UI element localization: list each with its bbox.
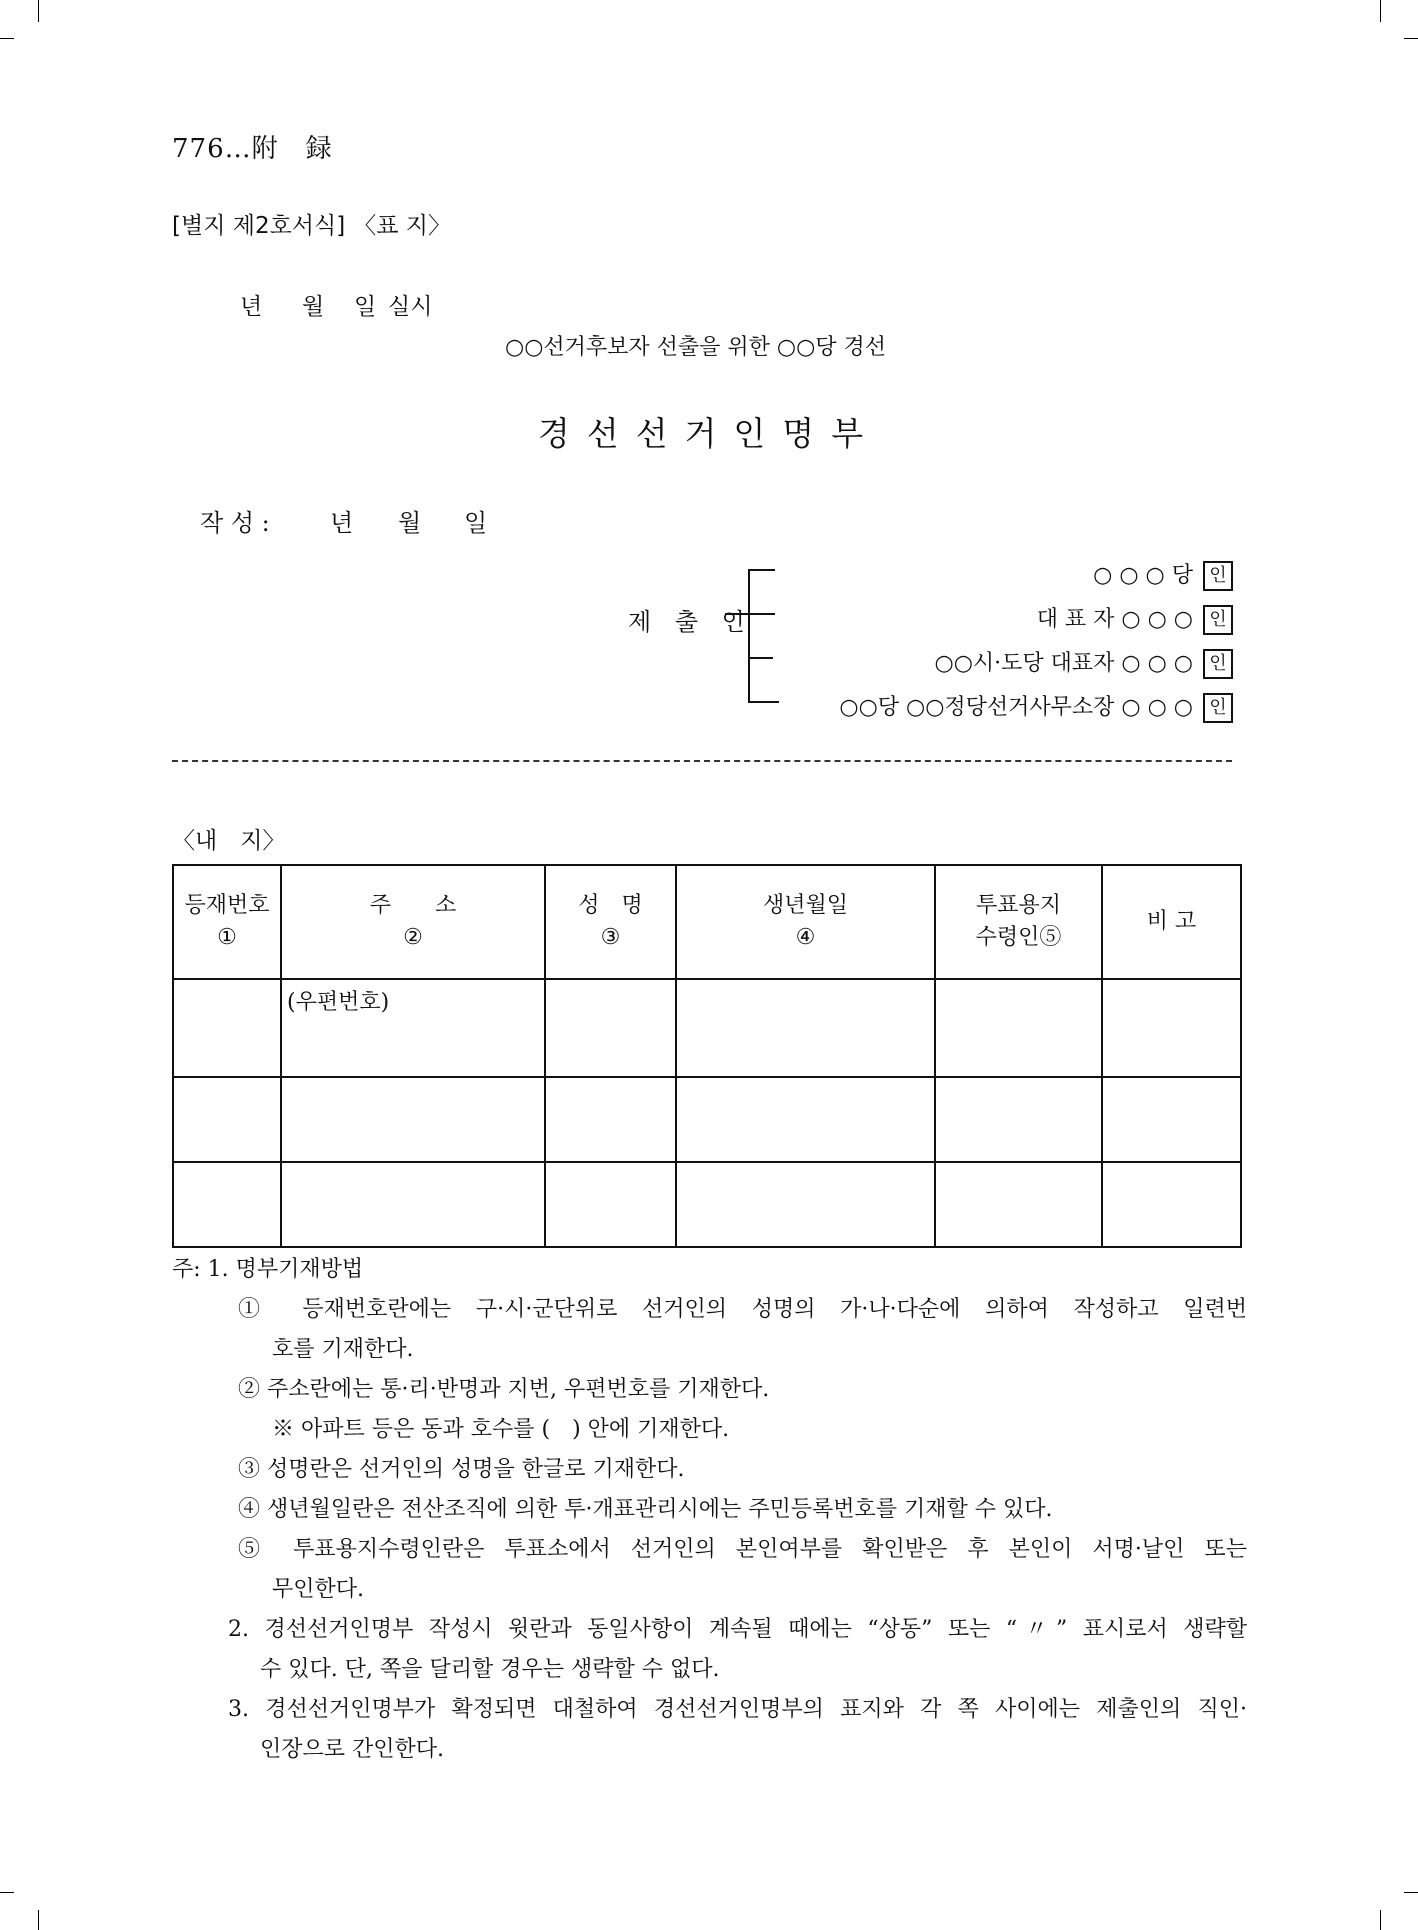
crop-mark bbox=[1404, 1892, 1418, 1893]
table-cell[interactable] bbox=[676, 1162, 935, 1247]
note-item: 2. 경선선거인명부 작성시 윗란과 동일사항이 계속될 때에는 “상동” 또는 “〃” 표시로서 생략할 bbox=[228, 1617, 1247, 1642]
submitter-row bbox=[935, 646, 1233, 679]
cut-line bbox=[172, 760, 1232, 762]
note-item: ※ 아파트 등은 동과 호수를 ( ) 안에 기재한다. bbox=[272, 1417, 730, 1442]
date-line bbox=[240, 288, 432, 321]
column-header-address: 주 소 ② bbox=[281, 865, 545, 979]
note-item: 무인한다. bbox=[272, 1577, 365, 1602]
crop-mark bbox=[38, 1910, 39, 1930]
table-cell[interactable] bbox=[545, 1077, 676, 1162]
submitter-name: 대 표 자 ○ ○ ○ bbox=[1036, 607, 1193, 632]
note-item: ⑤ 투표용지수령인란은 투표소에서 선거인의 본인여부를 확인받은 후 본인이 서명·날인 또는 bbox=[238, 1537, 1247, 1562]
table-row bbox=[173, 1162, 1241, 1247]
table-cell[interactable] bbox=[935, 1162, 1102, 1247]
register-table bbox=[172, 864, 1242, 1248]
crop-mark bbox=[38, 0, 39, 22]
table-cell[interactable] bbox=[173, 1162, 281, 1247]
table-cell[interactable] bbox=[1102, 1162, 1241, 1247]
subtitle: ○○선거후보자 선출을 위한 ○○당 경선 bbox=[505, 335, 887, 360]
table-cell[interactable] bbox=[281, 979, 545, 1077]
form-label bbox=[172, 207, 451, 240]
submitter-name: ○ ○ ○ 당 bbox=[1093, 563, 1193, 588]
date-year: 년 bbox=[240, 294, 263, 320]
table-cell[interactable] bbox=[935, 1077, 1102, 1162]
table-cell[interactable] bbox=[935, 979, 1102, 1077]
submitter-bracket bbox=[725, 566, 785, 716]
written-date bbox=[200, 503, 487, 538]
submitter-row bbox=[1093, 558, 1233, 591]
submitter-name: ○○시·도당 대표자 ○ ○ ○ bbox=[934, 651, 1193, 676]
crop-mark bbox=[0, 38, 14, 39]
table-header-row bbox=[173, 865, 1241, 979]
table-row bbox=[173, 1077, 1241, 1162]
notes bbox=[172, 1250, 1247, 1770]
page-title: 경선선거인명부 bbox=[537, 414, 881, 453]
table-cell[interactable] bbox=[676, 979, 935, 1077]
submitter-row bbox=[1037, 602, 1233, 635]
table-cell[interactable] bbox=[545, 979, 676, 1077]
table-cell[interactable] bbox=[1102, 979, 1241, 1077]
table-cell[interactable] bbox=[173, 979, 281, 1077]
crop-mark bbox=[1404, 38, 1418, 39]
date-month: 월 bbox=[302, 294, 325, 320]
table-row bbox=[173, 979, 1241, 1077]
note-item: ④ 생년월일란은 전산조직에 의한 투·개표관리시에는 주민등록번호를 기재할 수 있다. bbox=[238, 1497, 1053, 1522]
note-item: 3. 경선선거인명부가 확정되면 대철하여 경선선거인명부의 표지와 각 쪽 사이에는 제출인의 직인· bbox=[228, 1697, 1247, 1722]
note-item: ② 주소란에는 통·리·반명과 지번, 우편번호를 기재한다. bbox=[238, 1377, 770, 1402]
table-cell[interactable] bbox=[545, 1162, 676, 1247]
form-sublabel: 〈표 지〉 bbox=[353, 213, 451, 239]
seal-stamp: 인 bbox=[1203, 605, 1233, 635]
written-day: 일 bbox=[464, 509, 488, 537]
crop-mark bbox=[1380, 0, 1381, 22]
table-cell[interactable] bbox=[281, 1162, 545, 1247]
date-suffix: 실시 bbox=[388, 294, 433, 320]
crop-mark bbox=[0, 1892, 14, 1893]
column-header-name: 성 명 ③ bbox=[545, 865, 676, 979]
note-item: ① 등재번호란에는 구·시·군단위로 선거인의 성명의 가·나·다순에 의하여 작성하고 일련번 bbox=[238, 1297, 1247, 1322]
postal-code-placeholder: (우편번호) bbox=[287, 990, 390, 1015]
seal-stamp: 인 bbox=[1203, 649, 1233, 679]
note-item: ③ 성명란은 선거인의 성명을 한글로 기재한다. bbox=[238, 1457, 685, 1482]
table-cell[interactable] bbox=[173, 1077, 281, 1162]
crop-mark bbox=[1380, 1910, 1381, 1930]
table-cell[interactable] bbox=[281, 1077, 545, 1162]
column-header-ballot-receiver: 투표용지 수령인⑤ bbox=[935, 865, 1102, 979]
written-label: 작 성 : bbox=[200, 509, 270, 537]
seal-stamp: 인 bbox=[1203, 561, 1233, 591]
submitter-label: 제 출 인 bbox=[628, 608, 753, 636]
seal-stamp: 인 bbox=[1203, 693, 1233, 723]
inner-label: 〈내 지〉 bbox=[172, 828, 286, 854]
submitter-row bbox=[839, 690, 1233, 723]
note-item: 인장으로 간인한다. bbox=[260, 1737, 445, 1762]
table-cell[interactable] bbox=[1102, 1077, 1241, 1162]
column-header-registration-no: 등재번호 ① bbox=[173, 865, 281, 979]
table-cell[interactable] bbox=[676, 1077, 935, 1162]
written-year: 년 bbox=[330, 509, 354, 537]
column-header-remarks: 비 고 bbox=[1102, 865, 1241, 979]
page-header: 776…附 録 bbox=[172, 134, 333, 164]
column-header-birthdate: 생년월일 ④ bbox=[676, 865, 935, 979]
written-month: 월 bbox=[398, 509, 422, 537]
date-day: 일 bbox=[354, 294, 377, 320]
note-item: 수 있다. 단, 쪽을 달리할 경우는 생략할 수 없다. bbox=[260, 1657, 720, 1682]
submitter-name: ○○당 ○○정당선거사무소장 ○ ○ ○ bbox=[839, 695, 1193, 720]
form-number: [별지 제2호서식] bbox=[172, 213, 346, 239]
note-item: 호를 기재한다. bbox=[272, 1337, 414, 1362]
note-title: 주: 1. 명부기재방법 bbox=[172, 1257, 364, 1282]
